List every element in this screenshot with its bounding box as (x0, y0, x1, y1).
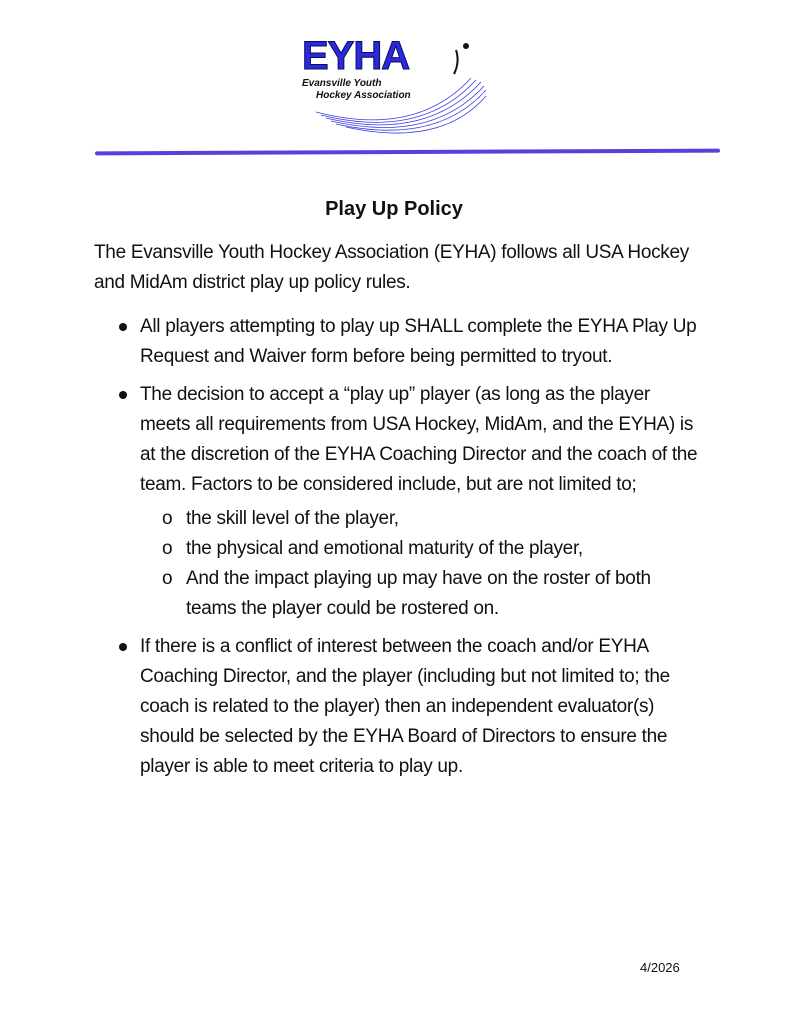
sub-list-item: o And the impact playing up may have on the roster of both teams the player could be rostered on. (140, 564, 700, 624)
factors-list (140, 504, 700, 624)
list-item: All players attempting to play up SHALL complete the EYHA Play Up Request and Waiver form before being permitted to tryout. (94, 312, 700, 372)
logo-subtitle-line2: Hockey Association (316, 90, 411, 101)
circle-bullet-icon: o (162, 568, 173, 589)
bullet-icon (119, 643, 127, 651)
bullet-icon (119, 323, 127, 331)
logo-wordmark: EYHA (302, 34, 410, 78)
policy-list (94, 312, 700, 782)
document-body (94, 194, 700, 790)
header-divider (95, 149, 720, 156)
intro-paragraph: The Evansville Youth Hockey Association (EYHA) follows all USA Hockey and MidAm district play up policy rules. (94, 242, 689, 293)
logo-subtitle-line1: Evansville Youth (302, 78, 382, 89)
list-item: The decision to accept a “play up” player (as long as the player meets all requirements from USA Hockey, MidAm, and the EYHA) is at the discretion of the EYHA Coaching Director and the coach of the team. Factors to be considered include, but are not limited to; o the skill level of the player, o the physical and emotional maturity of the player, o And the impact playing up may have on the roster of both teams the player could be rostered on. (94, 380, 700, 624)
list-item: If there is a conflict of interest between the coach and/or EYHA Coaching Director, and the player (including but not limited to; the coach is related to the player) then an independent evaluator(s) should be selected by the EYHA Board of Directors to ensure the player is able to meet criteria to play up. (94, 632, 700, 782)
eyha-logo (296, 34, 496, 134)
sub-list-item: o the skill level of the player, (140, 504, 700, 534)
circle-bullet-icon: o (162, 508, 173, 529)
footer-date: 4/2026 (640, 960, 680, 975)
page-title: Play Up Policy (325, 198, 463, 220)
sub-list-item: o the physical and emotional maturity of the player, (140, 534, 700, 564)
circle-bullet-icon: o (162, 538, 173, 559)
bullet-icon (119, 391, 127, 399)
